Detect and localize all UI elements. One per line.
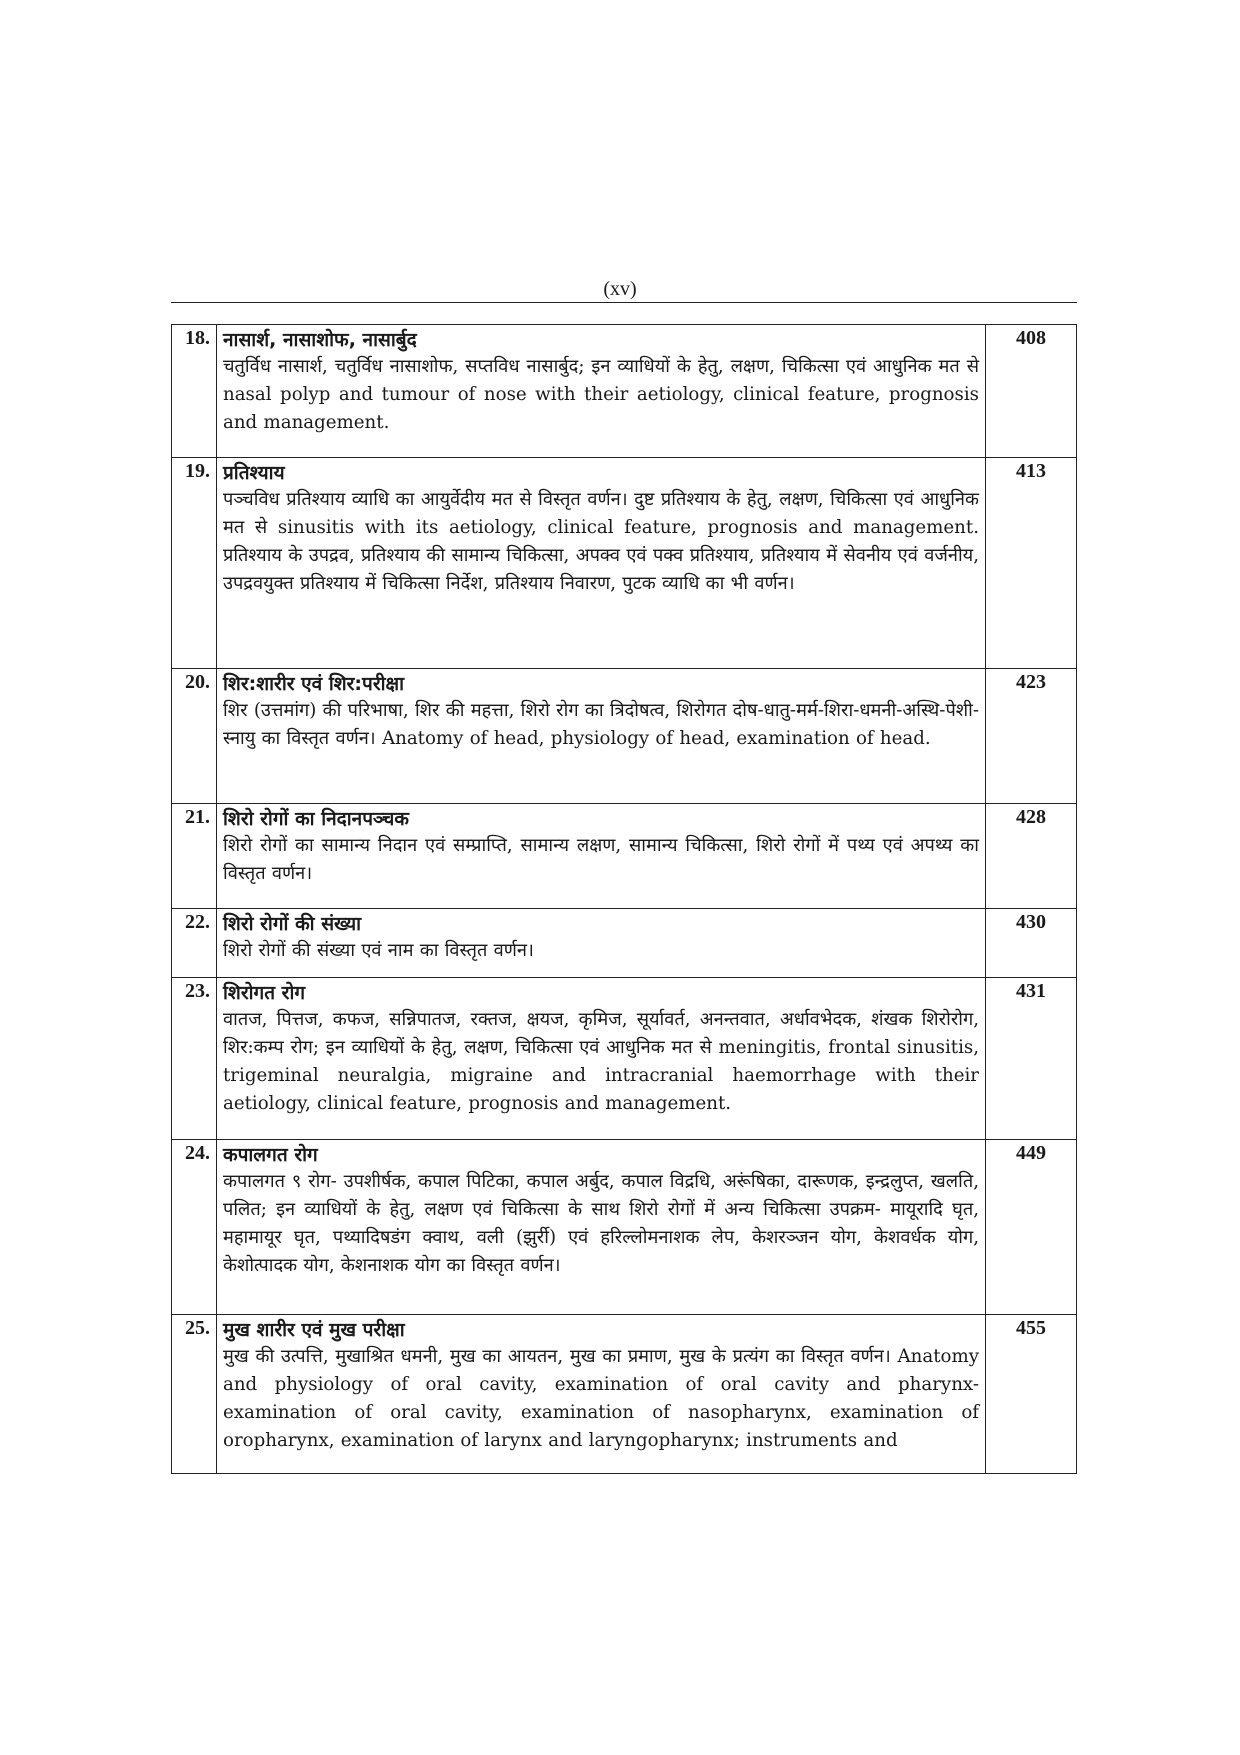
entry-description: मुख की उत्पत्ति, मुखाश्रित धमनी, मुख का आयतन, मुख का प्रमाण, मुख के प्रत्यंग का विस्तृत वर्णन। Anatomy and physiology of oral cavity, examination of oral cavity and pharynx- examination of oral cavity, examination of nasopharynx, examination of oropharynx, examination of larynx and laryngopharynx; instruments and — [223, 1346, 979, 1451]
table-row — [172, 1140, 1077, 1315]
entry-page: 449 — [986, 1140, 1077, 1315]
entry-page: 455 — [986, 1315, 1077, 1474]
entry-number: 24. — [172, 1140, 217, 1315]
page-number: (xv) — [603, 278, 637, 300]
header-rule — [171, 302, 1077, 303]
entry-body — [217, 458, 986, 669]
entry-page: 430 — [986, 909, 1077, 978]
entry-description: चतुर्विध नासार्श, चतुर्विध नासाशोफ, सप्तविध नासार्बुद; इन व्याधियों के हेतु, लक्षण, चिकित्सा एवं आधुनिक मत से nasal polyp and tumour of nose with their aetiology, clinical feature, prognosis and management. — [223, 356, 979, 433]
entry-description: शिर (उत्तमांग) की परिभाषा, शिर की महत्ता, शिरो रोग का त्रिदोषत्व, शिरोगत दोष-धातु-मर्म-शिरा-धमनी-अस्थि-पेशी-स्नायु का विस्तृत वर्णन। Anatomy of head, physiology of head, examination of head. — [223, 700, 979, 749]
entry-title: शिरोगत रोग — [223, 982, 306, 1004]
table-row — [172, 804, 1077, 909]
entry-description: कपालगत ९ रोग- उपशीर्षक, कपाल पिटिका, कपाल अर्बुद, कपाल विद्रधि, अरूंषिका, दारूणक, इन्द्रलुप्त, खलति, पलित; इन व्याधियों के हेतु, लक्षण एवं चिकित्सा के साथ शिरो रोगों में अन्य चिकित्सा उपक्रम- मायूरादि घृत, महामायूर घृत, पथ्यादिषडंग क्वाथ, वली (झुर्री) एवं हरिल्लोमनाशक लेप, केशरञ्जन योग, केशवर्धक योग, केशोत्पादक योग, केशनाशक योग का विस्तृत वर्णन। — [223, 1171, 979, 1276]
entry-description: शिरो रोगों की संख्या एवं नाम का विस्तृत वर्णन। — [223, 940, 534, 961]
entry-body — [217, 1140, 986, 1315]
entry-title: कपालगत रोग — [223, 1144, 318, 1166]
entry-number: 20. — [172, 669, 217, 804]
table-row — [172, 458, 1077, 669]
entry-description: वातज, पित्तज, कफज, सन्निपातज, रक्तज, क्षयज, कृमिज, सूर्यावर्त, अनन्तवात, अर्धावभेदक, शंखक शिरोरोग, शिर:कम्प रोग; इन व्याधियों के हेतु, लक्षण, चिकित्सा एवं आधुनिक मत से meningitis, frontal sinusitis, trigeminal neuralgia, migraine and intracranial haemorrhage with their aetiology, clinical feature, prognosis and management. — [223, 1009, 979, 1114]
entry-title: शिरो रोगों का निदानपञ्चक — [223, 808, 409, 830]
entry-body — [217, 804, 986, 909]
entry-title: मुख शारीर एवं मुख परीक्षा — [223, 1319, 405, 1341]
entry-body — [217, 909, 986, 978]
entry-page: 413 — [986, 458, 1077, 669]
entry-number: 23. — [172, 978, 217, 1140]
entry-page: 423 — [986, 669, 1077, 804]
entry-description: शिरो रोगों का सामान्य निदान एवं सम्प्राप्ति, सामान्य लक्षण, सामान्य चिकित्सा, शिरो रोगों में पथ्य एवं अपथ्य का विस्तृत वर्णन। — [223, 835, 979, 884]
entry-number: 19. — [172, 458, 217, 669]
entry-body — [217, 669, 986, 804]
entry-number: 25. — [172, 1315, 217, 1474]
entry-title: प्रतिश्याय — [223, 462, 285, 484]
entry-page: 431 — [986, 978, 1077, 1140]
entry-body — [217, 978, 986, 1140]
entry-body — [217, 1315, 986, 1474]
entry-page: 408 — [986, 325, 1077, 458]
entry-page: 428 — [986, 804, 1077, 909]
entry-body — [217, 325, 986, 458]
entry-description: पञ्चविध प्रतिश्याय व्याधि का आयुर्वेदीय मत से विस्तृत वर्णन। दुष्ट प्रतिश्याय के हेतु, लक्षण, चिकित्सा एवं आधुनिक मत से sinusitis with its aetiology, clinical feature, prognosis and management. प्रतिश्याय के उपद्रव, प्रतिश्याय की सामान्य चिकित्सा, अपक्व एवं पक्व प्रतिश्याय, प्रतिश्याय में सेवनीय एवं वर्जनीय, उपद्रवयुक्त प्रतिश्याय में चिकित्सा निर्देश, प्रतिश्याय निवारण, पुटक व्याधि का भी वर्णन। — [223, 489, 979, 594]
table-row — [172, 1315, 1077, 1474]
contents-table — [171, 324, 1077, 1474]
entry-number: 22. — [172, 909, 217, 978]
entry-number: 18. — [172, 325, 217, 458]
table-row — [172, 978, 1077, 1140]
entry-title: नासार्श, नासाशोफ, नासार्बुद — [223, 329, 417, 351]
table-row — [172, 909, 1077, 978]
entry-title: शिरो रोगों की संख्या — [223, 913, 362, 935]
entry-number: 21. — [172, 804, 217, 909]
table-row — [172, 669, 1077, 804]
entry-title: शिर:शारीर एवं शिर:परीक्षा — [223, 673, 405, 695]
table-row — [172, 325, 1077, 458]
